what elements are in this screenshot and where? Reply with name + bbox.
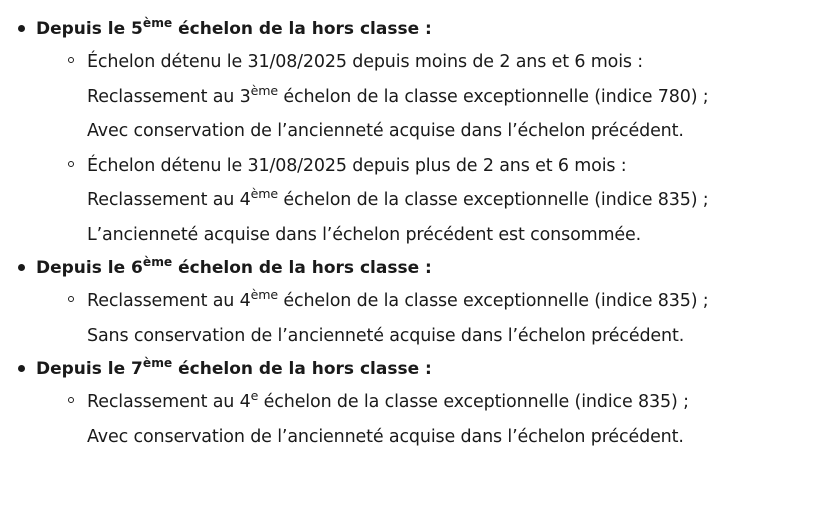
reclassement-line [87,385,831,420]
circle-bullet-icon [68,57,74,63]
reclassement-text: Reclassement au 3 [87,86,251,107]
anciennete-line: L’ancienneté acquise dans l’échelon précédent est consommée. [87,224,642,245]
section-echelon-5 [0,13,831,252]
section-heading [36,252,831,284]
reclassement-superscript: ème [250,186,278,202]
reclassement-superscript: ème [250,287,278,303]
heading-text-end: échelon de la hors classe : [172,19,432,39]
list-item [0,284,831,353]
heading-text: Depuis le 6 [36,258,143,278]
circle-bullet-icon [68,397,74,403]
reclassement-text: Reclassement au 4 [87,190,251,210]
reclassement-line [87,80,831,115]
reclassement-line [87,183,831,218]
condition-line: Échelon détenu le 31/08/2025 depuis plus de 2 ans et 6 mois : [87,155,627,176]
heading-superscript: ème [142,255,173,270]
section-echelon-7 [0,353,831,454]
heading-superscript: ème [142,356,173,371]
section-heading [36,13,831,45]
disc-bullet-icon [18,264,25,271]
reclassement-superscript: ème [250,82,278,98]
reclassement-text: Reclassement au 4 [87,392,251,412]
sub-list [36,45,831,252]
anciennete-line: Avec conservation de l’ancienneté acquise dans l’échelon précédent. [87,426,684,447]
section-echelon-6 [0,252,831,353]
heading-superscript: ème [142,16,173,31]
disc-bullet-icon [18,25,25,32]
circle-bullet-icon [68,161,74,167]
reclassement-line [87,284,831,319]
anciennete-line: Sans conservation de l’ancienneté acquise dans l’échelon précédent. [87,325,685,346]
reclassement-text-end: échelon de la classe exceptionnelle (indice 835) ; [277,190,709,210]
reclassement-text-end: échelon de la classe exceptionnelle (indice 780) ; [277,86,709,107]
heading-text-end: échelon de la hors classe : [172,258,432,278]
list-item [0,149,831,253]
reclassement-superscript: e [250,388,259,404]
circle-bullet-icon [68,296,74,302]
condition-line: Échelon détenu le 31/08/2025 depuis moins de 2 ans et 6 mois : [87,52,644,72]
list-item [0,385,831,454]
heading-text: Depuis le 7 [36,359,143,379]
disc-bullet-icon [18,365,25,372]
reclassement-text-end: échelon de la classe exceptionnelle (indice 835) ; [277,291,709,311]
heading-text-end: échelon de la hors classe : [172,359,432,379]
reclassement-list [0,13,831,454]
section-heading [36,353,831,385]
list-item [0,45,831,149]
sub-list [36,284,831,353]
sub-list [36,385,831,454]
reclassement-text: Reclassement au 4 [87,291,251,311]
heading-text: Depuis le 5 [36,19,143,39]
anciennete-line: Avec conservation de l’ancienneté acquise dans l’échelon précédent. [87,121,684,141]
reclassement-text-end: échelon de la classe exceptionnelle (indice 835) ; [258,392,689,412]
